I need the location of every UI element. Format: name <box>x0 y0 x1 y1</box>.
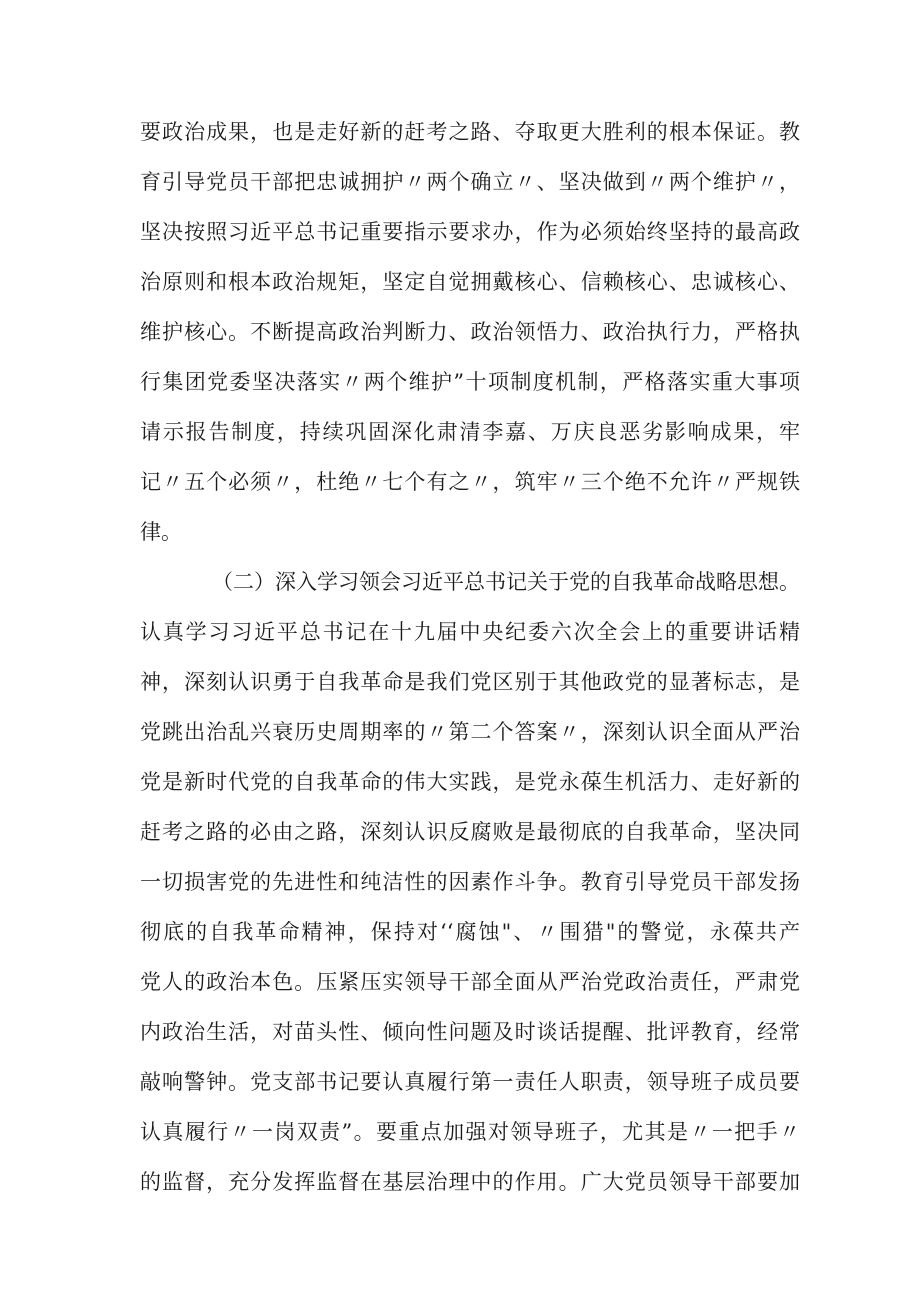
paragraph-2-line-10: 内政治生活，对苗头性、倾向性问题及时谈话提醒、批评教育，经常 <box>140 1020 800 1044</box>
paragraph-1-line-5: 维护核心。不断提高政治判断力、政治领悟力、政治执行力，严格执 <box>140 320 800 344</box>
paragraph-2-line-5: 党是新时代党的自我革命的伟大实践，是党永葆生机活力、走好新的 <box>140 770 800 794</box>
paragraph-1-line-6: 行集团党委坚决落实〃两个维护”十项制度机制，严格落实重大事项 <box>140 370 800 394</box>
paragraph-2-line-4: 党跳出治乱兴衰历史周期率的〃第二个答案〃，深刻认识全面从严治 <box>140 720 800 744</box>
paragraph-2-line-11: 敲响警钟。党支部书记要认真履行第一责任人职责，领导班子成员要 <box>140 1070 800 1094</box>
paragraph-1-line-1: 要政治成果，也是走好新的赶考之路、夺取更大胜利的根本保证。教 <box>140 120 800 144</box>
paragraph-2-line-12: 认真履行〃一岗双责”。要重点加强对领导班子，尤其是〃一把手〃 <box>140 1120 800 1144</box>
paragraph-2-line-8: 彻底的自我革命精神，保持对‘‘腐蚀"、〃围猎"的警觉，永葆共产 <box>140 920 800 944</box>
paragraph-1-line-4: 治原则和根本政治规矩，坚定自觉拥戴核心、信赖核心、忠诚核心、 <box>140 270 800 294</box>
paragraph-1-line-3: 坚决按照习近平总书记重要指示要求办，作为必须始终坚持的最高政 <box>140 220 800 244</box>
paragraph-2-line-7: 一切损害党的先进性和纯洁性的因素作斗争。教育引导党员干部发扬 <box>140 870 800 894</box>
paragraph-1-line-9: 律。 <box>140 520 182 544</box>
paragraph-2-line-13: 的监督，充分发挥监督在基层治理中的作用。广大党员领导干部要加 <box>140 1170 800 1194</box>
paragraph-1-line-2: 育引导党员干部把忠诚拥护〃两个确立〃、坚决做到〃两个维护〃， <box>140 170 800 194</box>
paragraph-2-line-3: 神，深刻认识勇于自我革命是我们党区别于其他政党的显著标志，是 <box>140 670 800 694</box>
paragraph-1-line-8: 记〃五个必须〃，杜绝〃七个有之〃，筑牢〃三个绝不允许〃严规铁 <box>140 470 800 494</box>
paragraph-2-line-1: （二）深入学习领会习近平总书记关于党的自我革命战略思想。 <box>212 570 800 594</box>
paragraph-2-line-2: 认真学习习近平总书记在十九届中央纪委六次全会上的重要讲话精 <box>140 620 800 644</box>
paragraph-1-line-7: 请示报告制度，持续巩固深化肃清李嘉、万庆良恶劣影响成果，牢 <box>140 420 800 444</box>
paragraph-2-line-9: 党人的政治本色。压紧压实领导干部全面从严治党政治责任，严肃党 <box>140 970 800 994</box>
paragraph-2-line-6: 赶考之路的必由之路，深刻认识反腐败是最彻底的自我革命，坚决同 <box>140 820 800 844</box>
